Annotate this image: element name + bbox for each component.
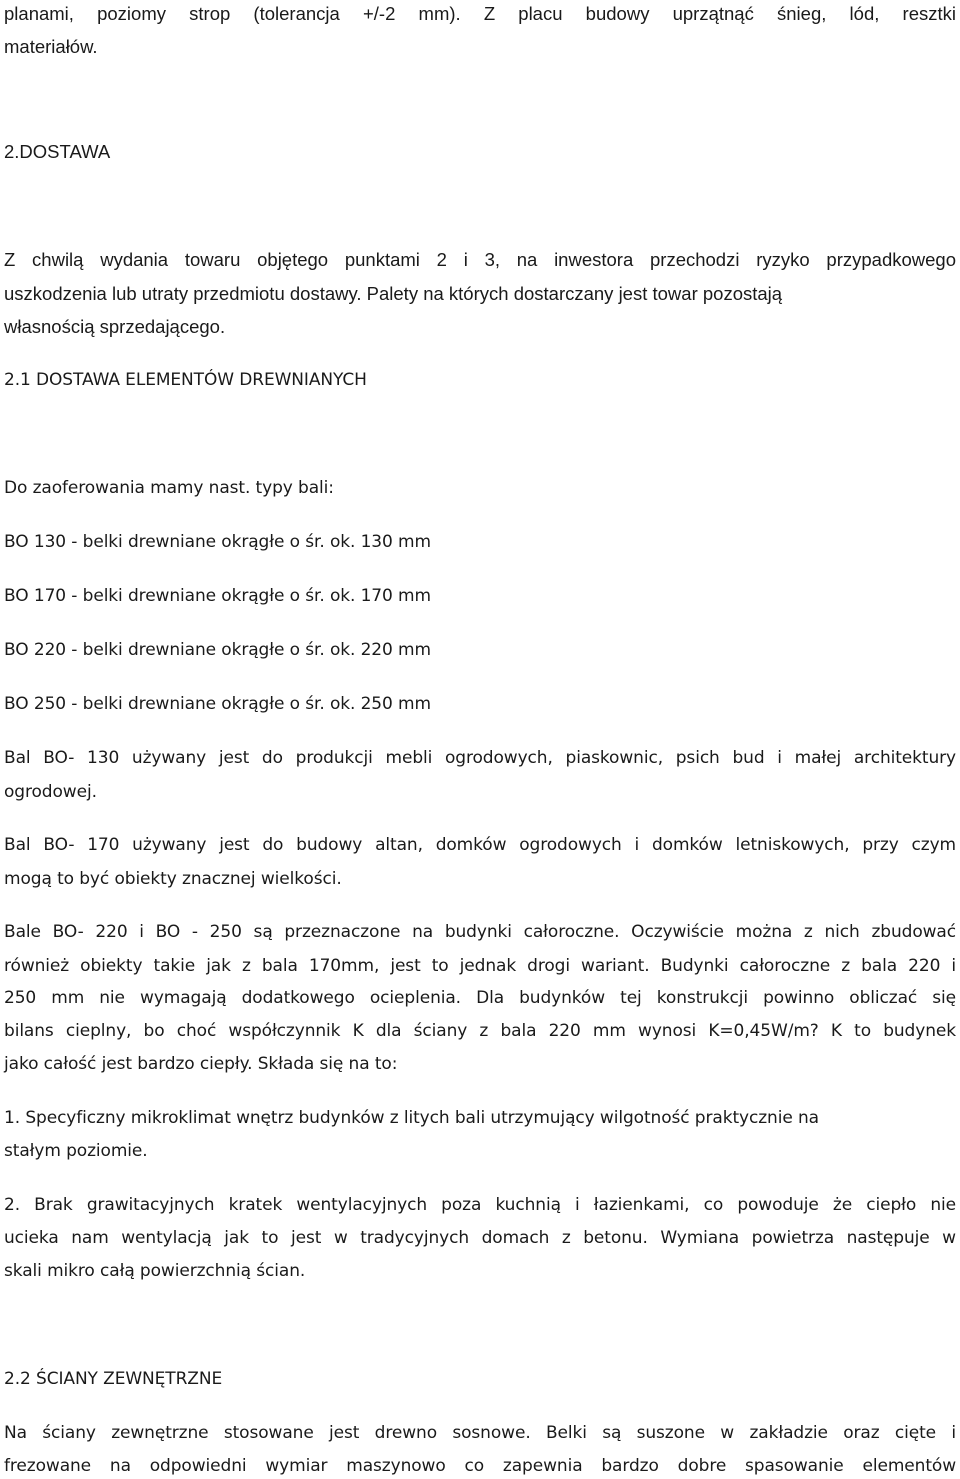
point-2-line: skali mikro całą powierzchnią ścian. xyxy=(4,1261,306,1281)
point-1-line: 1. Specyficzny mikroklimat wnętrz budynków z litych bali utrzymujący wilgotność praktycznie na xyxy=(4,1108,819,1128)
wood-intro: Do zaoferowania mamy nast. typy bali: xyxy=(4,478,334,498)
wood-type-item: BO 250 - belki drewniane okrągłe o śr. ok. 250 mm xyxy=(4,694,431,714)
section-heading-wood: 2.1 DOSTAWA ELEMENTÓW DREWNIANYCH xyxy=(4,370,367,390)
delivery-para-line-3: własnością sprzedającego. xyxy=(4,316,226,337)
wood-type-item: BO 130 - belki drewniane okrągłe o śr. ok. 130 mm xyxy=(4,532,431,552)
delivery-para-line-2: uszkodzenia lub utraty przedmiotu dostawy. Palety na których dostarczany jest towar pozostają xyxy=(4,283,783,304)
bo220-para-line: Bale BO- 220 i BO - 250 są przeznaczone na budynki całoroczne. Oczywiście można z nich zbudować xyxy=(4,922,956,942)
section-heading-delivery: 2.DOSTAWA xyxy=(4,141,111,162)
walls-para-line: Na ściany zewnętrzne stosowane jest drewno sosnowe. Belki są suszone w zakładzie oraz cięte i xyxy=(4,1423,956,1443)
intro-line-1: planami, poziomy strop (tolerancja +/-2 mm). Z placu budowy uprzątnąć śnieg, lód, resztki xyxy=(4,3,956,24)
intro-line-2: materiałów. xyxy=(4,36,98,57)
walls-para-line: frezowane na odpowiedni wymiar maszynowo co zapewnia bardzo dobre spasowanie elementów xyxy=(4,1456,956,1476)
bo130-para-line-1: Bal BO- 130 używany jest do produkcji mebli ogrodowych, piaskownic, psich bud i małej architektury xyxy=(4,748,956,768)
wood-type-item: BO 220 - belki drewniane okrągłe o śr. ok. 220 mm xyxy=(4,640,431,660)
bo220-para-line: bilans cieplny, bo choć współczynnik K dla ściany z bala 220 mm wynosi K=0,45W/m? K to budynek xyxy=(4,1021,956,1041)
point-2-line: 2. Brak grawitacyjnych kratek wentylacyjnych poza kuchnią i łazienkami, co powoduje że ciepło nie xyxy=(4,1195,956,1215)
bo130-para-line-2: ogrodowej. xyxy=(4,782,97,802)
bo220-para-line: również obiekty takie jak z bala 170mm, jest to jednak drogi wariant. Budynki całoroczne z bala 220 i xyxy=(4,956,956,976)
point-2-line: ucieka nam wentylacją jak to jest w tradycyjnych domach z betonu. Wymiana powietrza następuje w xyxy=(4,1228,956,1248)
point-1-line: stałym poziomie. xyxy=(4,1141,148,1161)
bo170-para-line-2: mogą to być obiekty znacznej wielkości. xyxy=(4,869,342,889)
bo220-para-line: jako całość jest bardzo ciepły. Składa się na to: xyxy=(4,1054,398,1074)
wood-type-item: BO 170 - belki drewniane okrągłe o śr. ok. 170 mm xyxy=(4,586,431,606)
bo220-para-line: 250 mm nie wymagają dodatkowego ocieplenia. Dla budynków tej konstrukcji powinno obliczać się xyxy=(4,988,956,1008)
delivery-para-line-1: Z chwilą wydania towaru objętego punktami 2 i 3, na inwestora przechodzi ryzyko przypadkowego xyxy=(4,249,956,270)
bo170-para-line-1: Bal BO- 170 używany jest do budowy altan, domków ogrodowych i domków letniskowych, przy czym xyxy=(4,835,956,855)
section-heading-walls: 2.2 ŚCIANY ZEWNĘTRZNE xyxy=(4,1369,223,1389)
